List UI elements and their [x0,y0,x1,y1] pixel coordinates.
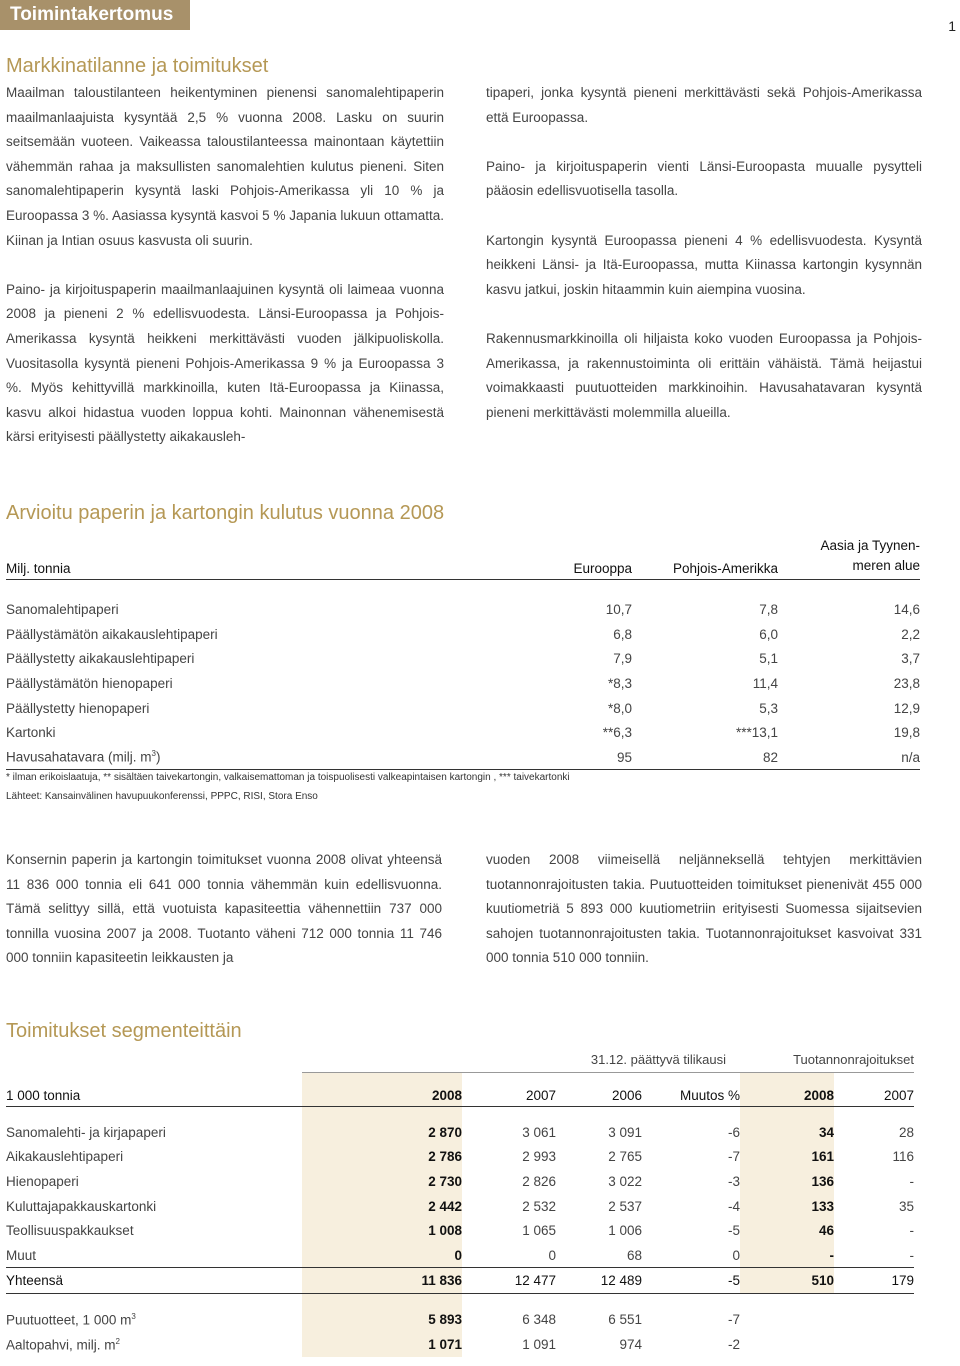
source-note: Lähteet: Kansainvälinen havupuukonferenssi, PPPC, RISI, Stora Enso [6,791,318,802]
fiscal-year-label: 31.12. päättyvä tilikausi [302,1048,740,1072]
deliveries-right-text: vuoden 2008 viimeisellä neljänneksellä tehtyjen merkittävien tuotannonrajoitusten takia. Puutuotteiden toimitukset pienenivät 455 000 kuutiometriä 5 893 000 kuutiometriin erityisesti Suomessa sijaitsevien sahojen tuotannonrajoitusten takia. Tuotannonrajoitukset kasvoivat 331 000 tonnia 510 000 tonniin. [486,852,922,966]
market-heading: Markkinatilanne ja toimitukset [6,55,269,77]
table-row: Puutuotteet, 1 000 $m^3$ 5 893 6 348 6 551 -7 [6,1308,914,1333]
paragraph: Kartongin kysyntä Euroopassa pieneni 4 % edellisvuodesta. Kysyntä heikkeni Länsi- ja Itä-Euroopassa, mutta Kiinassa kartongin kysynnän kasvu jatkui, joskin hitaammin kuin aiempina vuosina. [486,232,922,297]
table-row: Havusahatavara (milj. $m^3$) 95 82 n/a [6,745,920,770]
consumption-table [6,536,920,770]
group-header-row [6,1048,914,1072]
deliveries-left-text: Konsernin paperin ja kartongin toimitukset vuonna 2008 olivat yhteensä 11 836 000 tonnia eli 641 000 tonnia vähemmän kuin edellisvuonna. Tämä selittyy sillä, että vuotuista kapasiteettia vähennettiin 737 000 tonnilla vuosina 2007 ja 2008. Tuotanto väheni 712 000 tonnia 11 746 000 tonniin kapasiteetin leikkausten ja [6,852,442,966]
paragraph: Paino- ja kirjoituspaperin vienti Länsi-Euroopasta muualle pysytteli pääosin edellisvuotisella tasolla. [486,158,922,199]
consumption-heading: Arvioitu paperin ja kartongin kulutus vuonna 2008 [6,502,445,524]
table-row: Teollisuuspakkaukset 1 008 1 065 1 006 -5 46 - [6,1218,914,1243]
table-row: Aikakauslehtipaperi 2 786 2 993 2 765 -7 161 116 [6,1145,914,1170]
page-number: 1 [948,18,956,34]
section-header [0,0,190,30]
col-header-north-america: Pohjois-Amerikka [672,561,778,576]
table-header-row: 1 000 tonnia 2008 2007 2006 Muutos % 2008 2007 [6,1072,914,1106]
table-header-row [6,536,920,580]
table-row: Sanomalehti- ja kirjapaperi 2 870 3 061 3 091 -6 34 28 [6,1120,914,1145]
segments-heading: Toimitukset segmenteittäin [6,1020,242,1042]
paragraph: Paino- ja kirjoituspaperin maailmanlaajuinen kysyntä oli laimeaa vuonna 2008 ja pieneni 2 % edellisvuodesta. Länsi-Euroopassa ja Pohjois-Amerikassa kysyntä heikkeni merkittävästi vuoden jälkipuoliskolla. Vuositasolla kysyntä pieneni Pohjois-Amerikassa 9 % ja Euroopassa 3 %. Myös kehittyvillä markkinoilla, kuten Itä-Euroopassa ja Kiinassa, kasvu alkoi hidastua vuoden loppua kohti. Mainonnan vähenemisestä kärsi erityisesti päällystetty aikakausleh- [6,281,444,445]
table-row: Muut 0 0 68 0 - - [6,1243,914,1268]
table-row: Kuluttajapakkauskartonki 2 442 2 532 2 537 -4 133 35 [6,1194,914,1219]
table-row: Päällystetty hienopaperi *8,0 5,3 12,9 [6,700,920,716]
table-row: Hienopaperi 2 730 2 826 3 022 -3 136 - [6,1169,914,1194]
footnote: * ilman erikoislaatuja, ** sisältäen taivekartongin, valkaisemattoman ja toispuolisesti valkeapintaisen kartongin , *** taivekartonki [6,772,570,783]
paragraph: tipaperi, jonka kysyntä pieneni merkittävästi sekä Pohjois-Amerikassa että Euroopassa. [486,85,922,125]
table-row: Kartonki **6,3 ***13,1 19,8 [6,725,920,741]
section-title: Toimintakertomus [10,4,174,25]
market-left-text [6,81,444,450]
table-row: Päällystämätön hienopaperi *8,3 11,4 23,8 [6,676,920,692]
curtailments-label: Tuotannonrajoitukset [740,1048,914,1072]
market-right-text [486,81,922,425]
segments-table [6,1048,914,1357]
col-header-asia: Aasia ja Tyynen- meren alue [820,538,920,573]
table-row: Päällystämätön aikakauslehtipaperi 6,8 6,0 2,2 [6,626,920,642]
total-row: Yhteensä 11 836 12 477 12 489 -5 510 179 [6,1268,914,1294]
table-row: Sanomalehtipaperi 10,7 7,8 14,6 [6,602,920,618]
paragraph: Rakennusmarkkinoilla oli hiljaista koko vuoden Euroopassa ja Pohjois-Amerikassa, ja rakennustoiminta oli erittäin vähäistä. Tämä heijastui voimakkaasti puutuotteiden markkinoihin. Havusahatavaran kysyntä pieneni merkittävästi molemmilla alueilla. [486,330,922,420]
col-header-europe: Eurooppa [573,561,632,576]
unit-header: Milj. tonnia [6,561,71,576]
table-row: Aaltopahvi, milj. $m^2$ 1 071 1 091 974 -2 [6,1332,914,1357]
paragraph: Maailman taloustilanteen heikentyminen pienensi sanomalehtipaperin maailmanlaajuista kysyntää 2,5 % vuonna 2008. Lasku on suurin seitsemään vuoteen. Vaikeassa taloustilanteessa mainontaan käytettiin vähemmän rahaa ja maksullisten sanomalehtien kulutus pieneni. Siten sanomalehtipaperin kysyntä laski Pohjois-Amerikassa yli 10 % ja Euroopassa 3 %. Aasiassa kysyntä kasvoi 5 % Japania lukuun ottamatta. Kiinan ja Intian osuus kasvusta oli suurin. [6,85,444,248]
table-row: Päällystetty aikakauslehtipaperi 7,9 5,1 3,7 [6,651,920,667]
